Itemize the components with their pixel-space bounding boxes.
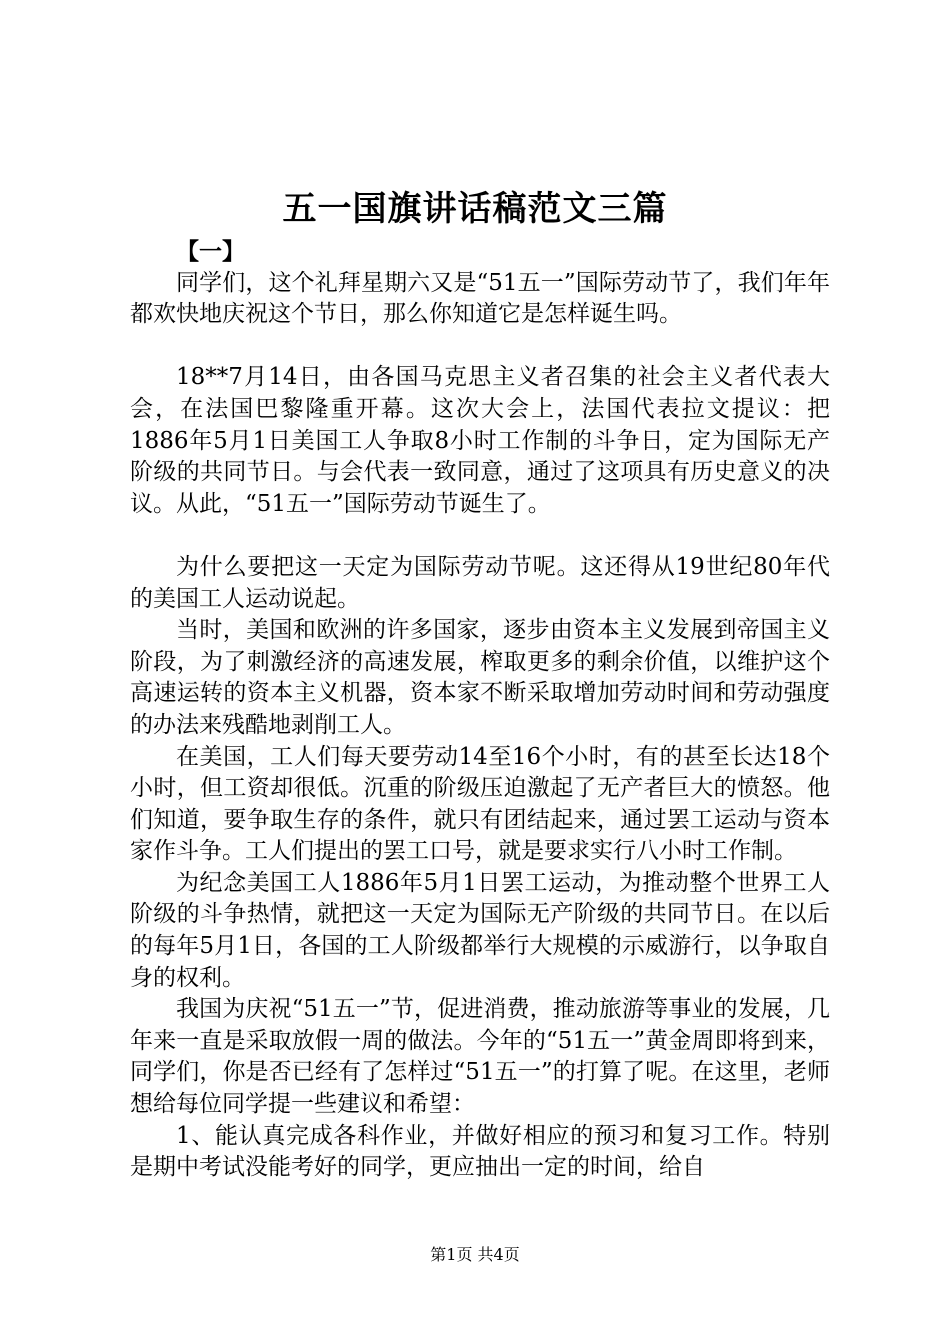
paragraph-2: 18**7月14日，由各国马克思主义者召集的社会主义者代表大会，在法国巴黎隆重开幕。这次大会上，法国代表拉文提议：把1886年5月1日美国工人争取8小时工作制的斗争日，定为国际无产阶级的共同节日。与会代表一致同意，通过了这项具有历史意义的决议。从此，“51五一”国际劳动节诞生了。 bbox=[130, 364, 830, 517]
paragraph-gap bbox=[130, 331, 830, 363]
paragraph-6: 为纪念美国工人1886年5月1日罢工运动，为推动整个世界工人阶级的斗争热情，就把这一天定为国际无产阶级的共同节日。在以后的每年5月1日，各国的工人阶级都举行大规模的示威游行，以争取自身的权利。 bbox=[130, 869, 830, 991]
paragraph-gap bbox=[130, 520, 830, 552]
document-body bbox=[130, 236, 830, 1184]
paragraph-4: 当时，美国和欧洲的许多国家，逐步由资本主义发展到帝国主义阶段，为了刺激经济的高速发展，榨取更多的剩余价值，以维护这个高速运转的资本主义机器，资本家不断采取增加劳动时间和劳动强度的办法来残酷地剥削工人。 bbox=[130, 617, 830, 738]
section-heading: 【一】 bbox=[176, 238, 245, 265]
document-title: 五一国旗讲话稿范文三篇 bbox=[282, 189, 668, 229]
paragraph-7: 我国为庆祝“51五一”节，促进消费，推动旅游等事业的发展，几年来一直是采取放假一周的做法。今年的“51五一”黄金周即将到来，同学们，你是否已经有了怎样过“51五一”的打算了呢。在这里，老师想给每位同学提一些建议和希望： bbox=[130, 996, 830, 1118]
paragraph-8: 1、能认真完成各科作业，并做好相应的预习和复习工作。特别是期中考试没能考好的同学，更应抽出一定的时间，给自 bbox=[130, 1122, 830, 1181]
page-number-footer: 第1页 共4页 bbox=[430, 1245, 520, 1264]
paragraph-1: 同学们，这个礼拜星期六又是“51五一”国际劳动节了，我们年年都欢快地庆祝这个节日，那么你知道它是怎样诞生吗。 bbox=[130, 269, 830, 328]
paragraph-5: 在美国，工人们每天要劳动14至16个小时，有的甚至长达18个小时，但工资却很低。沉重的阶级压迫激起了无产者巨大的愤怒。他们知道，要争取生存的条件，就只有团结起来，通过罢工运动与资本家作斗争。工人们提出的罢工口号，就是要求实行八小时工作制。 bbox=[130, 743, 830, 865]
paragraph-3: 为什么要把这一天定为国际劳动节呢。这还得从19世纪80年代的美国工人运动说起。 bbox=[130, 553, 830, 612]
